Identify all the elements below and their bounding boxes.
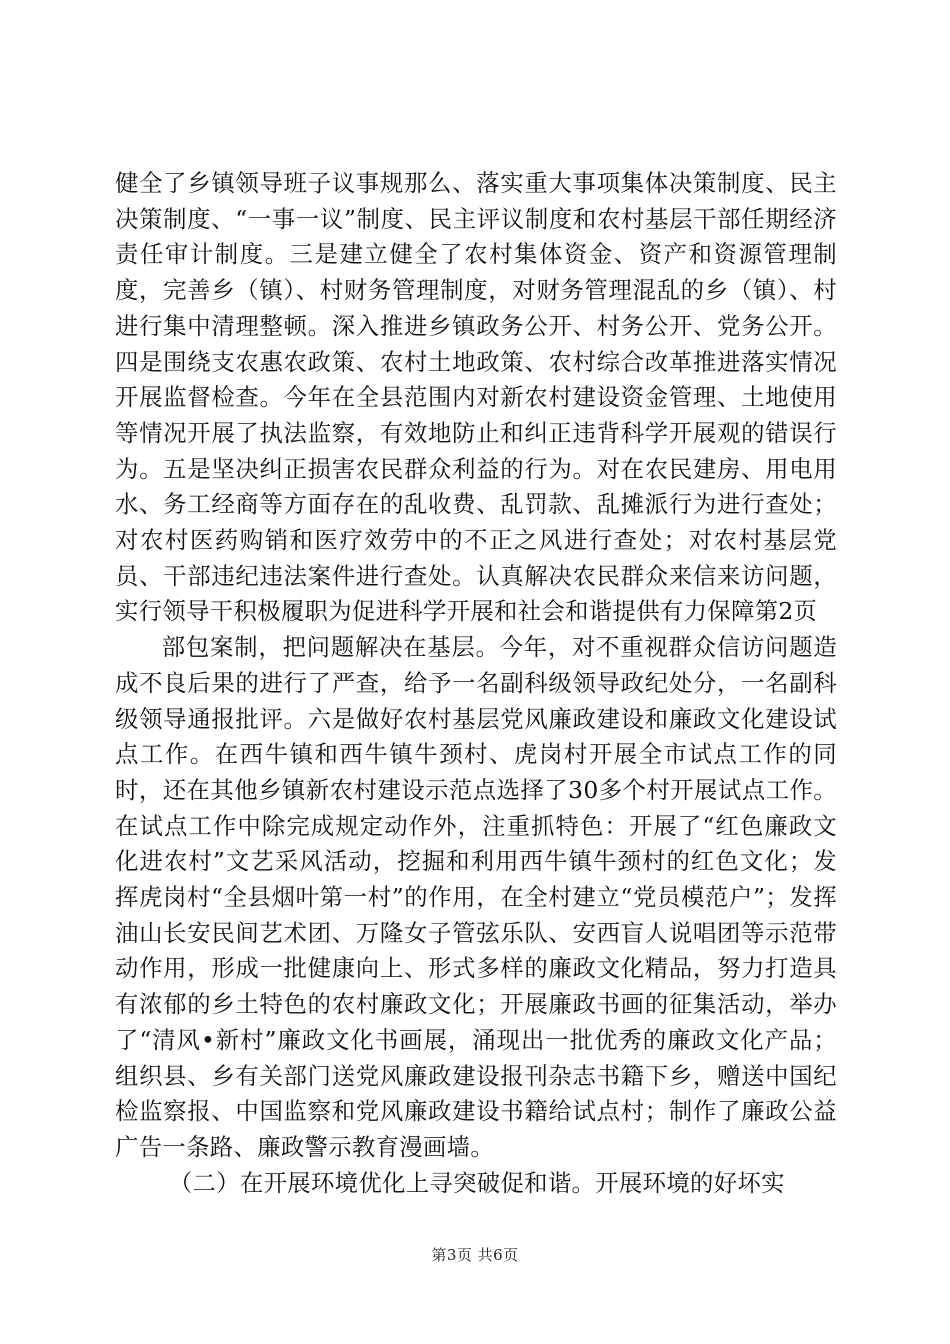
page-footer: 第3页 共6页: [431, 1246, 519, 1264]
paragraph-1: 健全了乡镇领导班子议事规那么、落实重大事项集体决策制度、民主决策制度、“一事一议”制度、民主评议制度和农村基层干部任期经济责任审计制度。三是建立健全了农村集体资金、资产和资源管理制度，完善乡（镇）、村财务管理制度，对财务管理混乱的乡（镇）、村进行集中清理整顿。深入推进乡镇政务公开、村务公开、党务公开。四是围绕支农惠农政策、农村土地政策、农村综合改革推进落实情况开展监督检查。今年在全县范围内对新农村建设资金管理、土地使用等情况开展了执法监察，有效地防止和纠正违背科学开展观的错误行为。五是坚决纠正损害农民群众利益的行为。对在农民建房、用电用水、务工经商等方面存在的乱收费、乱罚款、乱摊派行为进行查处；对农村医药购销和医疗效劳中的不正之风进行查处；对农村基层党员、干部违纪违法案件进行查处。认真解决农民群众来信来访问题，实行领导干积极履职为促进科学开展和社会和谐提供有力保障第2页: [115, 169, 837, 626]
paragraph-3: （二）在开展环境优化上寻突破促和谐。开展环境的好坏实: [168, 1168, 785, 1197]
body-text: [115, 166, 837, 1201]
paragraph-2: 部包案制，把问题解决在基层。今年，对不重视群众信访问题造成不良后果的进行了严查，给予一名副科级领导政纪处分，一名副科级领导通报批评。六是做好农村基层党风廉政建设和廉政文化建设试点工作。在西牛镇和西牛镇牛颈村、虎岗村开展全市试点工作的同时，还在其他乡镇新农村建设示范点选择了30多个村开展试点工作。在试点工作中除完成规定动作外，注重抓特色：开展了“红色廉政文化进农村”文艺采风活动，挖掘和利用西牛镇牛颈村的红色文化；发挥虎岗村“全县烟叶第一村”的作用，在全村建立“党员模范户”；发挥油山长安民间艺术团、万隆女子管弦乐队、安西盲人说唱团等示范带动作用，形成一批健康向上、形式多样的廉政文化精品，努力打造具有浓郁的乡土特色的农村廉政文化；开展廉政书画的征集活动，举办了“清风•新村”廉政文化书画展，涌现出一批优秀的廉政文化产品；组织县、乡有关部门送党风廉政建设报刊杂志书籍下乡，赠送中国纪检监察报、中国监察和党风廉政建设书籍给试点村；制作了廉政公益广告一条路、廉政警示教育漫画墙。: [115, 633, 837, 1161]
